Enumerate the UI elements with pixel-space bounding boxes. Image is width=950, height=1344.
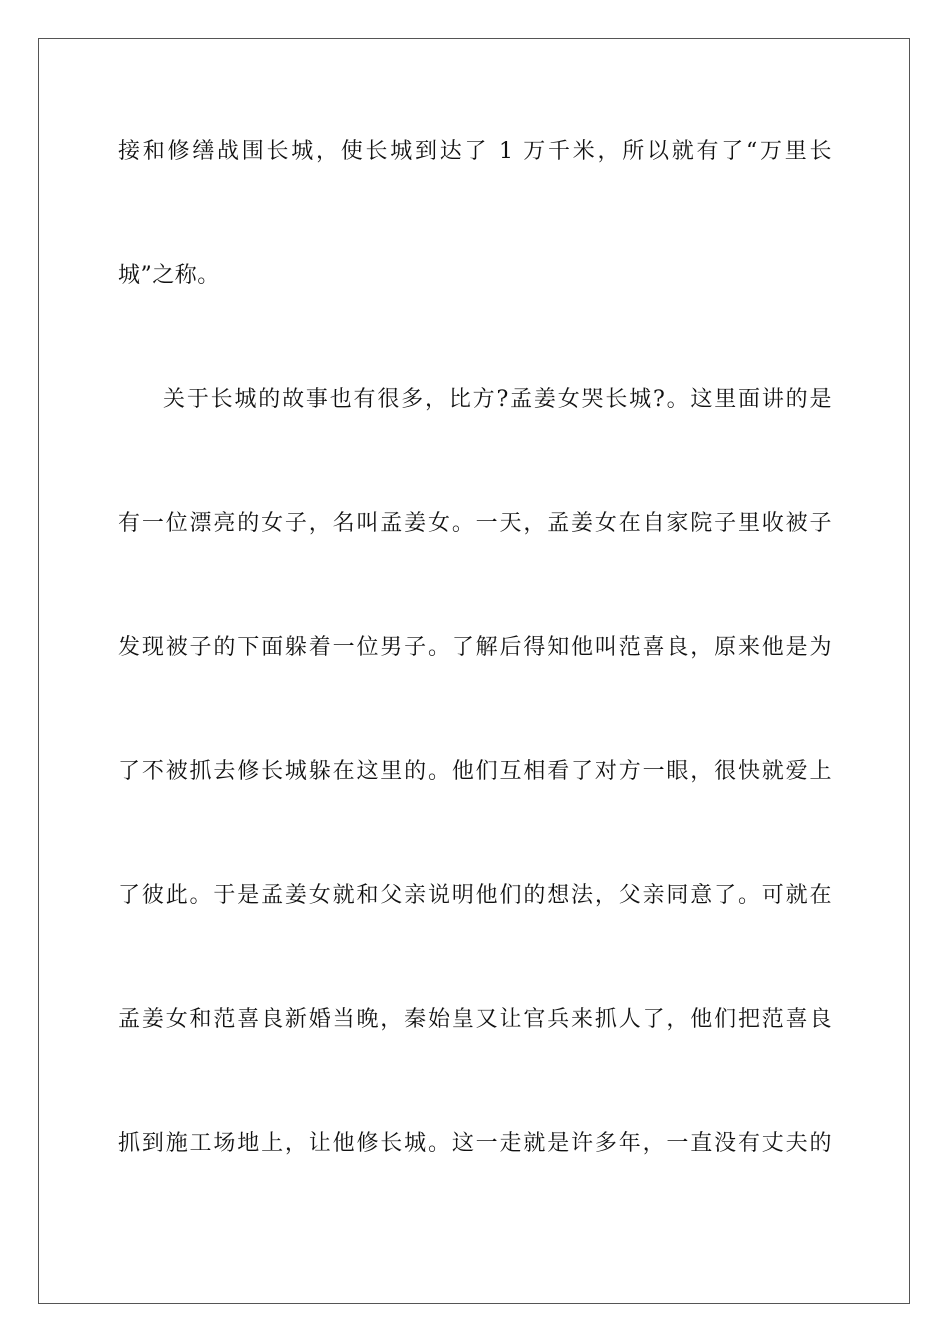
- page-border: [38, 38, 910, 1304]
- text-line-2: 城”之称。: [118, 263, 220, 288]
- text-line-5: 发现被子的下面躲着一位男子。了解后得知他叫范喜良，原来他是为: [118, 635, 832, 660]
- text-line-7: 了彼此。于是孟姜女就和父亲说明他们的想法，父亲同意了。可就在: [118, 883, 832, 908]
- text-line-8: 孟姜女和范喜良新婚当晚，秦始皇又让官兵来抓人了，他们把范喜良: [118, 1007, 832, 1032]
- text-line-6: 了不被抓去修长城躲在这里的。他们互相看了对方一眼，很快就爱上: [118, 759, 832, 784]
- text-line-1: 接和修缮战围长城，使长城到达了 1 万千米，所以就有了“万里长: [118, 139, 832, 164]
- text-line-9: 抓到施工场地上，让他修长城。这一走就是许多年，一直没有丈夫的: [118, 1131, 832, 1156]
- text-line-4: 有一位漂亮的女子，名叫孟姜女。一天，孟姜女在自家院子里收被子: [118, 511, 832, 536]
- text-line-3: 关于长城的故事也有很多，比方?孟姜女哭长城?。这里面讲的是: [163, 387, 832, 412]
